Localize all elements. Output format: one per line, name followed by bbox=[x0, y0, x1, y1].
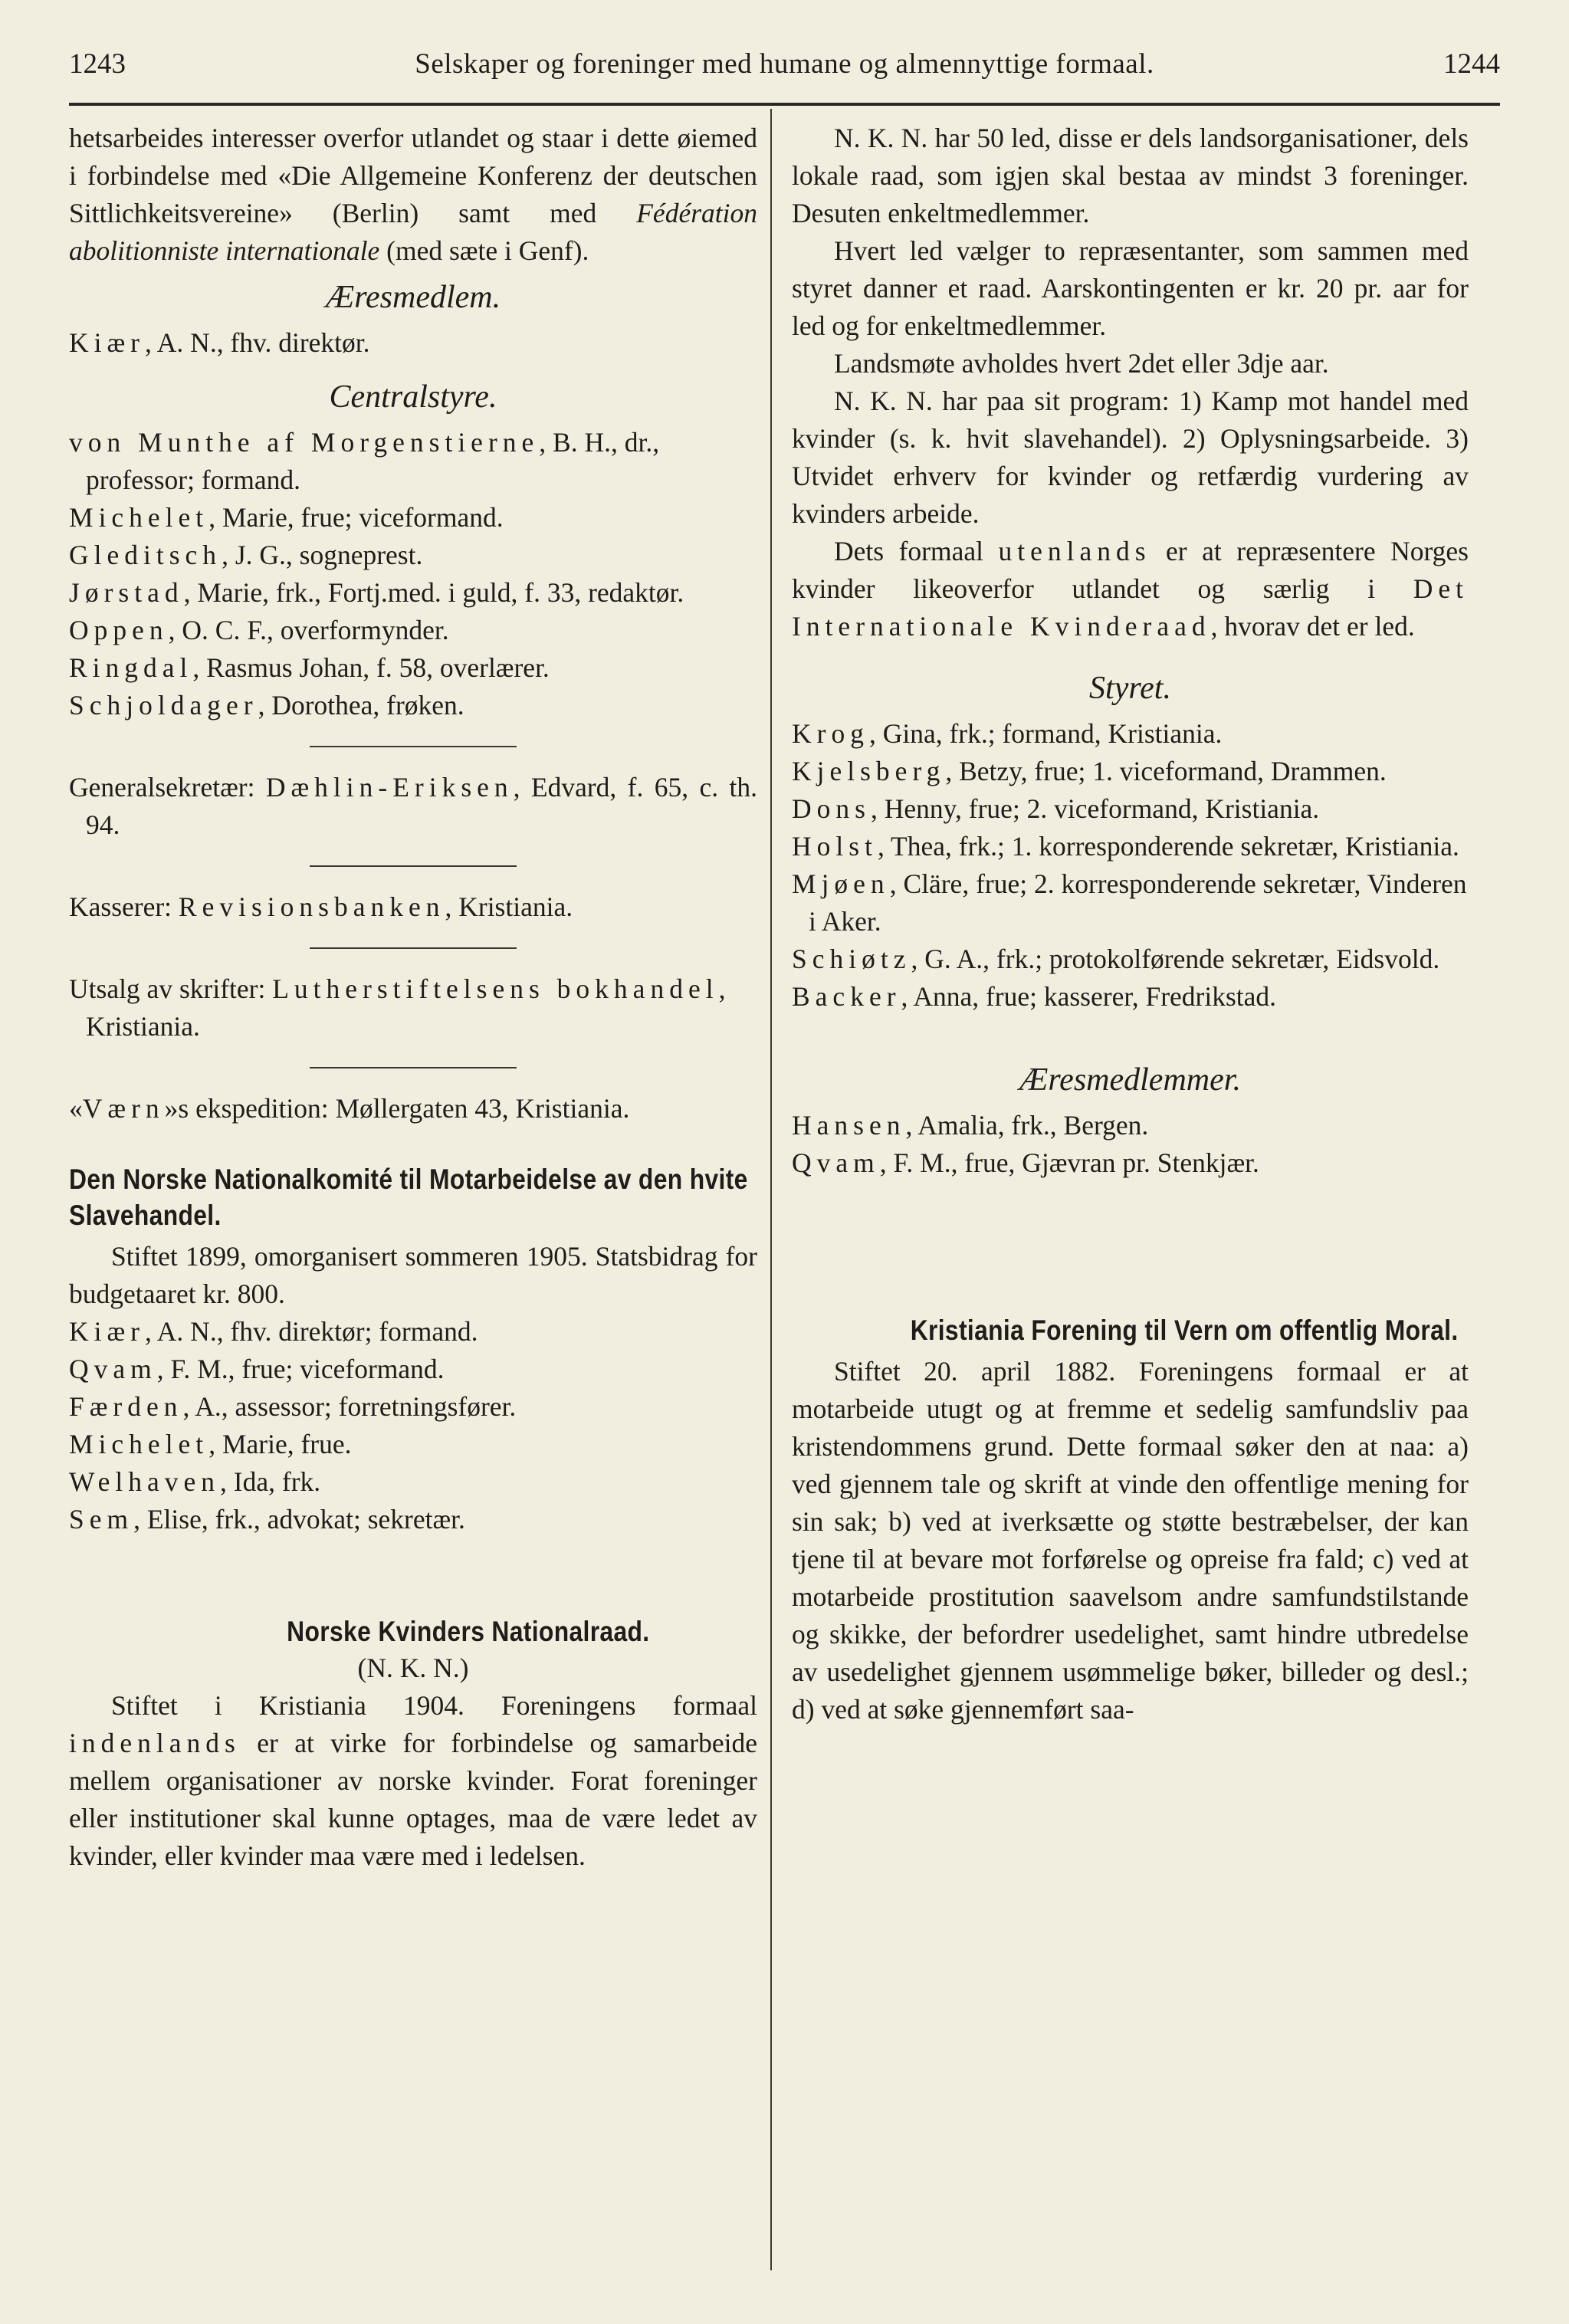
page-number-right: 1244 bbox=[1443, 48, 1500, 80]
paragraph: N. K. N. har 50 led, disse er dels landsorganisationer, dels lokale raad, som igjen skal bestaa av mindst 3 foreninger. Desuten enkeltmedlemmer. bbox=[792, 123, 1469, 228]
styret-list bbox=[792, 715, 1469, 1016]
list-item: Schiøtz, G. A., frk.; protokolførende sekretær, Eidsvold. bbox=[792, 944, 1440, 974]
right-column bbox=[792, 120, 1469, 1728]
org-abbreviation: (N. K. N.) bbox=[357, 1653, 469, 1683]
list-item: Hansen, Amalia, frk., Bergen. bbox=[792, 1110, 1149, 1141]
aeres-heading: Æresmedlemmer. bbox=[1019, 1062, 1241, 1098]
org-description: Stiftet i Kristiania 1904. Foreningens formaal indenlands er at virke for forbindelse og samarbeide mellem organisationer av norske kvinder. Forat foreninger eller institutioner skal kunne optages, maa de være ledet av kvinder, eller kvinder maa være med i ledelsen. bbox=[69, 1690, 757, 1871]
list-item: Michelet, Marie, frue; viceformand. bbox=[69, 502, 504, 533]
paragraph: N. K. N. har paa sit program: 1) Kamp mot handel med kvinder (s. k. hvit slavehandel). 2) Oplysningsarbeide. 3) Utvidet erhverv for kvinder og retfærdig vurdering av kvinders arbeide. bbox=[792, 386, 1469, 529]
list-item: Backer, Anna, frue; kasserer, Fredrikstad. bbox=[792, 981, 1277, 1012]
divider-rule bbox=[310, 947, 517, 949]
paragraph: Hvert led vælger to repræsentanter, som sammen med styret danner et raad. Aarskontingenten er kr. 20 pr. aar for led og for enkeltmedlemmer. bbox=[792, 235, 1469, 341]
styret-heading: Styret. bbox=[1089, 671, 1171, 706]
divider-rule bbox=[310, 865, 517, 867]
org-founded: Stiftet 1899, omorganisert sommeren 1905. Statsbidrag for budgetaaret kr. 800. bbox=[69, 1241, 757, 1309]
paragraph: Landsmøte avholdes hvert 2det eller 3dje aar. bbox=[834, 348, 1329, 379]
central-list bbox=[69, 424, 757, 724]
list-item: Krog, Gina, frk.; formand, Kristiania. bbox=[792, 718, 1223, 749]
aeres-list bbox=[69, 324, 757, 362]
aeres-list bbox=[792, 1107, 1469, 1182]
divider-rule bbox=[310, 1067, 517, 1068]
page-header bbox=[69, 48, 1500, 94]
org-members-list bbox=[69, 1313, 757, 1538]
page-number-left: 1243 bbox=[69, 48, 126, 80]
header-rule bbox=[69, 103, 1500, 106]
list-item: Qvam, F. M., frue, Gjævran pr. Stenkjær. bbox=[792, 1147, 1259, 1178]
paragraph: Dets formaal utenlands er at repræsentere Norges kvinder likeoverfor utlandet og særlig i Det Internationale Kvinderaad, hvorav det er led. bbox=[792, 536, 1469, 642]
left-column bbox=[69, 120, 757, 1875]
list-item: Welhaven, Ida, frk. bbox=[69, 1466, 321, 1497]
list-item: Kjelsberg, Betzy, frue; 1. viceformand, Drammen. bbox=[792, 756, 1387, 786]
treasurer: Kasserer: Revisionsbanken, Kristiania. bbox=[69, 891, 573, 922]
intro-paragraph: hetsarbeides interesser overfor utlandet og staar i dette øiemed i forbindelse med «Die Allgemeine Konferenz der deutschen Sittlichkeitsvereine» (Berlin) samt med Fédération abolitionniste internationale (med sæte i Genf). bbox=[69, 123, 757, 266]
running-title: Selskaper og foreninger med humane og almennyttige formaal. bbox=[415, 48, 1154, 80]
list-item: Gleditsch, J. G., sogneprest. bbox=[69, 540, 423, 570]
central-heading: Centralstyre. bbox=[329, 379, 497, 415]
list-item: Kiær, A. N., fhv. direktør. bbox=[69, 327, 370, 358]
list-item: von Munthe af Morgenstierne, B. H., dr., professor; formand. bbox=[69, 427, 660, 495]
org-title: Kristiania Forening til Vern om offentlig Moral. bbox=[910, 1315, 1459, 1346]
column-divider bbox=[770, 109, 772, 2270]
general-secretary: Generalsekretær: Dæhlin-Eriksen, Edvard, f. 65, c. th. 94. bbox=[69, 772, 757, 840]
list-item: Kiær, A. N., fhv. direktør; formand. bbox=[69, 1316, 478, 1347]
org-description: Stiftet 20. april 1882. Foreningens formaal er at motarbeide utugt og at fremme et sedelig samfundsliv paa kristendommens grund. Dette formaal søker den at naa: a) ved gjennem tale og skrift at vinde den offentlige mening for sin sak; b) ved at iverksætte og støtte bestræbelser, der kan tjene til at bevare mot forførelse og opreise fra fald; c) ved at motarbeide prostitution saavelsom andre samfundstilstande og skikke, der befordrer usedelighet, samt hindre utbredelse av usedelighet gjennem usømmelige bøker, billeder og desl.; d) ved at søke gjennemført saa- bbox=[792, 1356, 1469, 1725]
list-item: Færden, A., assessor; forretningsfører. bbox=[69, 1391, 517, 1422]
org-title: Den Norske Nationalkomité til Motarbeidelse av den hvite Slavehandel. bbox=[69, 1164, 748, 1231]
list-item: Holst, Thea, frk.; 1. korresponderende sekretær, Kristiania. bbox=[792, 831, 1459, 862]
list-item: Qvam, F. M., frue; viceformand. bbox=[69, 1354, 445, 1384]
list-item: Michelet, Marie, frue. bbox=[69, 1429, 352, 1459]
list-item: Sem, Elise, frk., advokat; sekretær. bbox=[69, 1504, 465, 1535]
list-item: Schjoldager, Dorothea, frøken. bbox=[69, 690, 464, 721]
publications-sale: Utsalg av skrifter: Lutherstiftelsens bokhandel, Kristiania. bbox=[69, 973, 726, 1042]
list-item: Dons, Henny, frue; 2. viceformand, Kristiania. bbox=[792, 793, 1320, 824]
org-title: Norske Kvinders Nationalraad. bbox=[287, 1616, 650, 1647]
divider-rule bbox=[310, 746, 517, 747]
vaern-office: «Værn»s ekspedition: Møllergaten 43, Kristiania. bbox=[69, 1093, 630, 1124]
list-item: Jørstad, Marie, frk., Fortj.med. i guld, f. 33, redaktør. bbox=[69, 577, 684, 608]
list-item: Mjøen, Cläre, frue; 2. korresponderende sekretær, Vinderen i Aker. bbox=[792, 868, 1467, 937]
list-item: Ringdal, Rasmus Johan, f. 58, overlærer. bbox=[69, 652, 550, 683]
list-item: Oppen, O. C. F., overformynder. bbox=[69, 615, 449, 645]
aeres-heading: Æresmedlem. bbox=[325, 280, 501, 315]
